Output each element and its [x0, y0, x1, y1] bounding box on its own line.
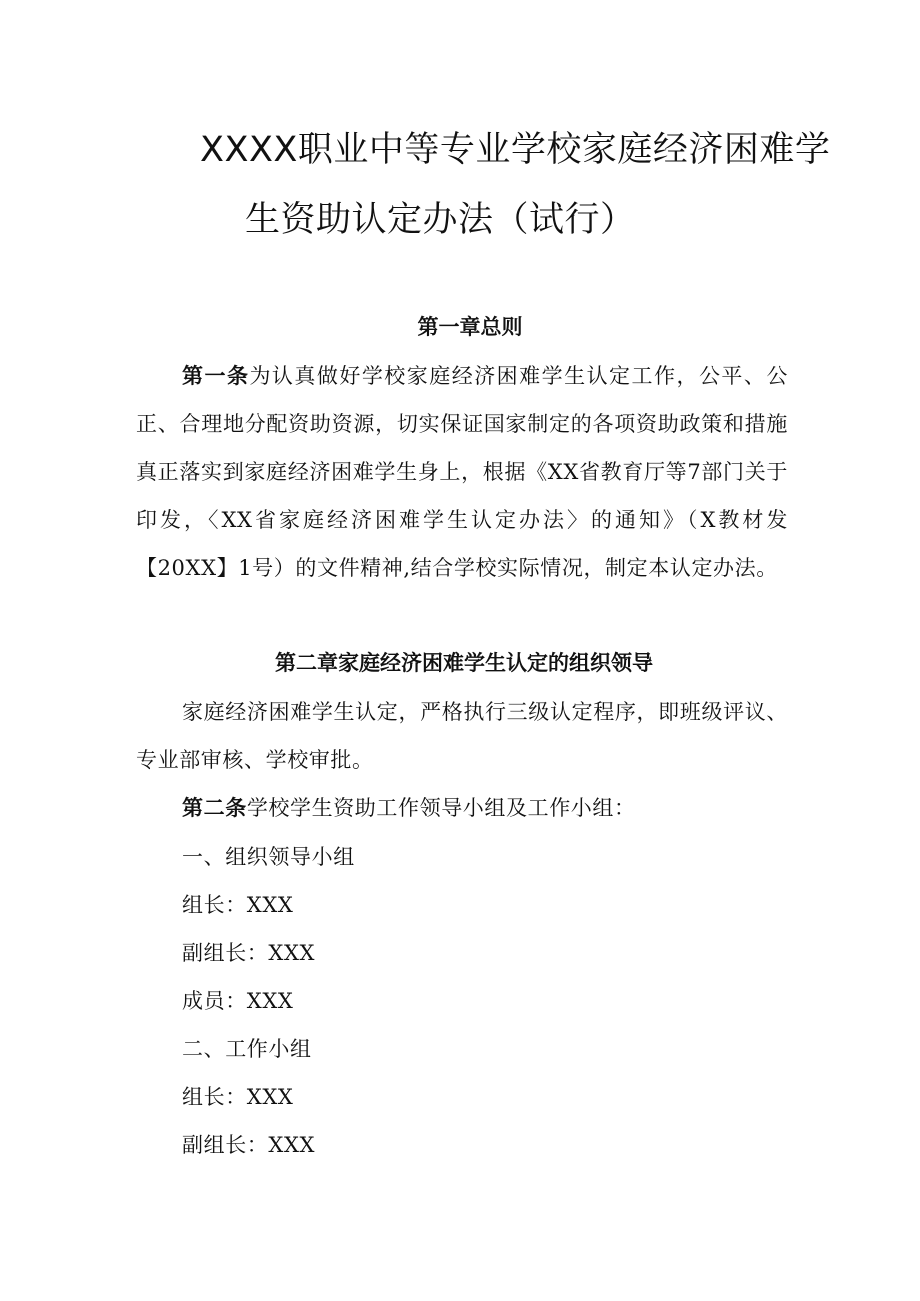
article-1-text: 为认真做好学校家庭经济困难学生认定工作，公平、公正、合理地分配资助资源，切实保证国家制定的各项资助政策和措施真正落实到家庭经济困难学生身上，根据《XX省教育厅等7部门关于印发，〈XX省家庭经济困难学生认定办法〉的通知》（X教材发【20XX】1号）的文件精神,结合学校实际情况，制定本认定办法。	[136, 364, 788, 580]
article-1-heading: 第一条	[182, 364, 250, 388]
working-group-deputy-leader: 副组长：XXX	[182, 1133, 316, 1157]
chapter-1-heading: 第一章总则	[417, 315, 523, 339]
section-heading-leadership-group: 一、组织领导小组	[182, 845, 355, 869]
article-2-paragraph	[136, 784, 788, 832]
document-title-line-1: XXXX职业中等专业学校家庭经济困难学	[200, 130, 831, 170]
working-group-leader: 组长：XXX	[182, 1085, 294, 1109]
document-title-line-2: 生资助认定办法（试行）	[245, 200, 636, 240]
article-2-heading: 第二条	[182, 796, 247, 820]
leadership-group-members: 成员：XXX	[182, 989, 294, 1013]
article-2-text: 学校学生资助工作领导小组及工作小组：	[246, 796, 636, 820]
chapter-2-intro-paragraph: 家庭经济困难学生认定，严格执行三级认定程序，即班级评议、专业部审核、学校审批。	[136, 700, 788, 772]
section-heading-working-group: 二、工作小组	[182, 1037, 312, 1061]
leadership-group-leader: 组长：XXX	[182, 893, 294, 917]
chapter-2-heading: 第二章家庭经济困难学生认定的组织领导	[275, 651, 653, 675]
article-1-paragraph	[136, 352, 788, 592]
leadership-group-deputy-leader: 副组长：XXX	[182, 941, 316, 965]
